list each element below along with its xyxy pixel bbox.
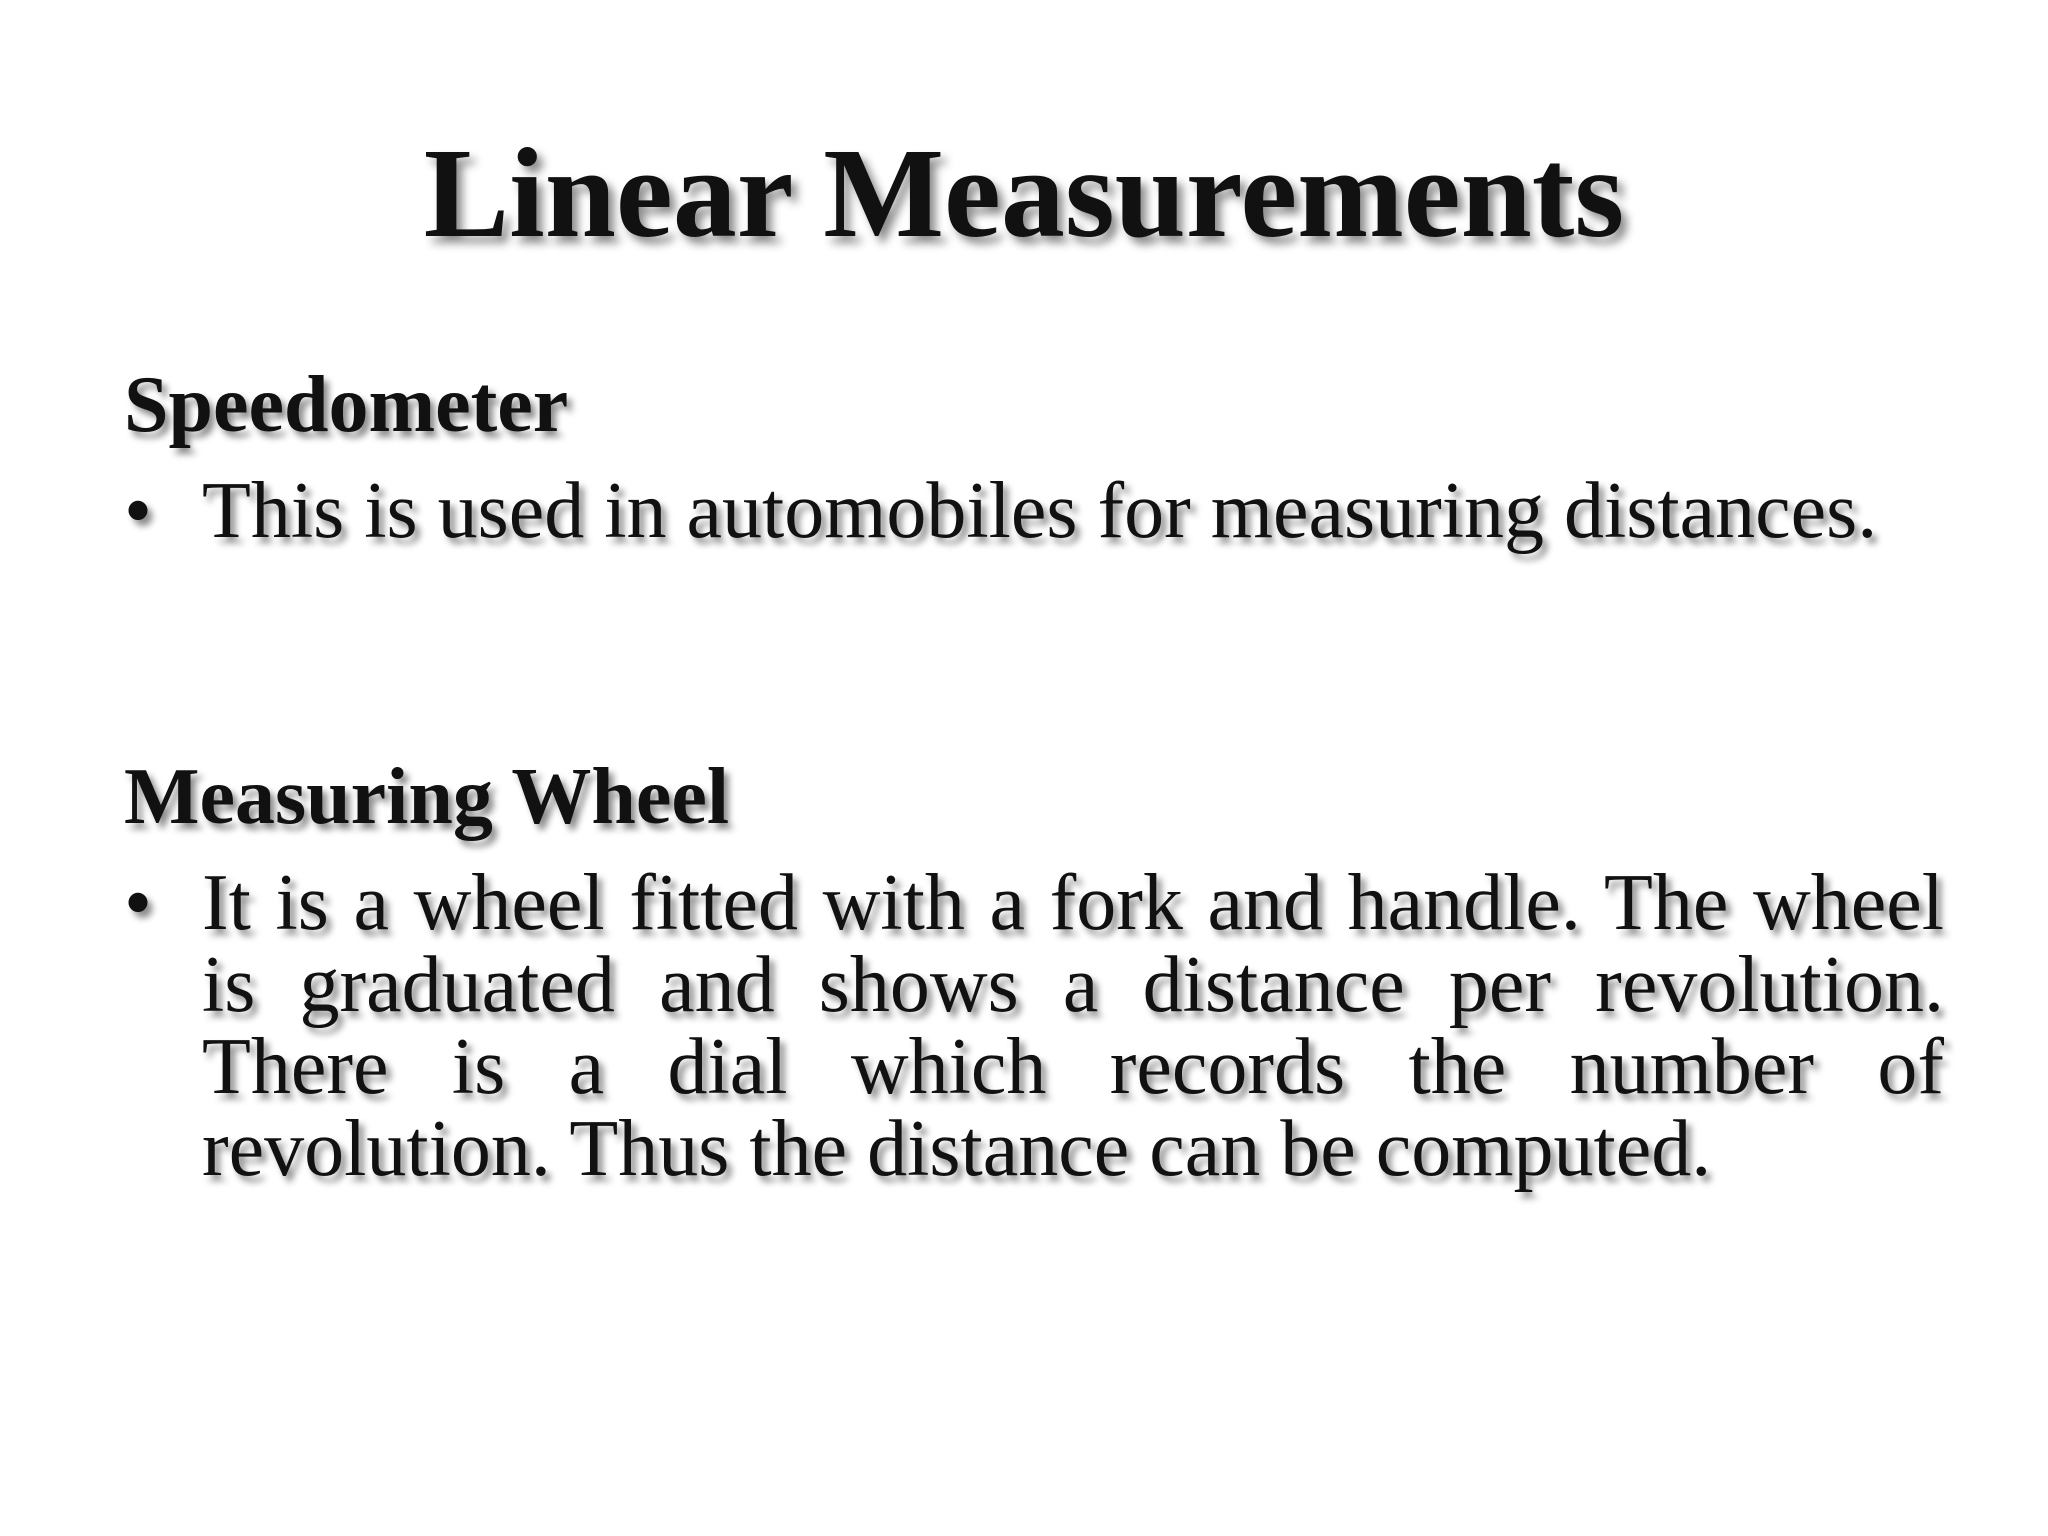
- section-heading-measuring-wheel: Measuring Wheel: [124, 753, 730, 841]
- bullet-dot-icon: •: [124, 467, 153, 555]
- slide-title: Linear Measurements: [423, 122, 1625, 264]
- bullet-text-measuring-wheel: It is a wheel fitted with a fork and handle. The wheel is graduated and shows a distance per revolution. There is a dial which records the number of revolution. Thus the distance can be computed.: [202, 859, 1944, 1193]
- bullet-dot-icon: •: [124, 859, 153, 947]
- section-heading-speedometer: Speedometer: [124, 361, 569, 449]
- bullet-text-speedometer: This is used in automobiles for measuring distances.: [202, 467, 1878, 555]
